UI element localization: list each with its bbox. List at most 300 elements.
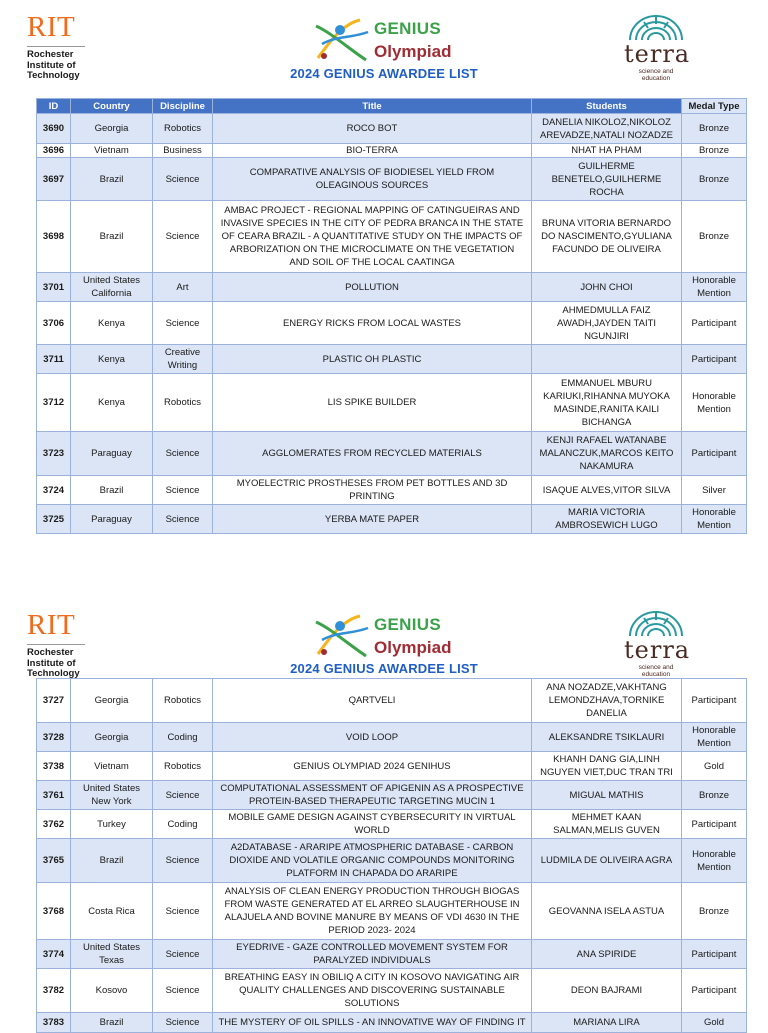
cell-discipline-line: Science — [165, 985, 200, 996]
cell-country-line: Brazil — [99, 173, 124, 185]
cell-medal-line: Mention — [697, 738, 731, 749]
cell-title — [213, 374, 532, 432]
cell-medal — [682, 114, 747, 144]
cell-title-line: POLLUTION — [345, 281, 399, 293]
cell-students — [532, 476, 682, 505]
cell-country — [71, 969, 153, 1013]
table-row — [37, 345, 747, 374]
cell-discipline — [153, 505, 213, 534]
cell-id — [37, 273, 71, 302]
rit-name-line: Rochester — [27, 49, 74, 60]
cell-students-line: DANELIA NIKOLOZ,NIKOLOZ — [542, 116, 671, 128]
cell-discipline-line: Creative — [164, 347, 201, 358]
table-header-row — [37, 99, 747, 114]
table-row — [37, 158, 747, 201]
cell-title — [213, 940, 532, 969]
cell-discipline — [153, 432, 213, 476]
cell-country — [71, 476, 153, 505]
cell-title-line: QARTVELI — [348, 695, 396, 706]
cell-discipline — [153, 114, 213, 144]
cell-title-line: FROM WASTE GENERATED AT EL ARREO SLAUGHTERHOUSE IN — [224, 899, 520, 910]
cell-students-line: MASINDE,RANITA KAILI — [553, 403, 660, 415]
cell-id-line: 3765 — [42, 855, 65, 866]
table-row — [37, 883, 747, 940]
cell-title — [213, 345, 532, 374]
cell-id-line: 3738 — [42, 760, 65, 772]
cell-students-line: MALANCZUK,MARCOS KEITO — [539, 448, 674, 459]
cell-medal-line: Participant — [691, 948, 737, 960]
cell-country-line: Georgia — [94, 123, 129, 134]
table-body — [37, 114, 747, 534]
cell-discipline-line: Science — [165, 1017, 200, 1028]
cell-id — [37, 345, 71, 374]
cell-country — [71, 1013, 153, 1033]
cell-students-line: DEON BAJRAMI — [570, 985, 643, 996]
cell-students-line: ROCHA — [589, 186, 624, 198]
cell-title-line: THE MYSTERY OF OIL SPILLS - AN INNOVATIVE WAY OF FINDING IT — [218, 1017, 526, 1028]
cell-id-line: 3701 — [42, 281, 65, 293]
cell-id-line: 3711 — [43, 353, 64, 365]
cell-country-line: Vietnam — [94, 760, 129, 772]
cell-discipline-line: Science — [165, 317, 200, 329]
cell-title — [213, 752, 532, 781]
genius-swirl-icon — [312, 610, 374, 662]
terra-tagline: science and education — [638, 664, 674, 678]
cell-country — [71, 302, 153, 345]
table-row — [37, 781, 747, 810]
cell-id — [37, 781, 71, 810]
cell-medal — [682, 144, 747, 158]
cell-title-line: EYEDRIVE - GAZE CONTROLLED MOVEMENT SYSTEM FOR — [236, 942, 508, 953]
cell-country — [71, 839, 153, 883]
cell-students — [532, 432, 682, 476]
cell-discipline-line: Coding — [167, 818, 198, 830]
table-row — [37, 114, 747, 144]
cell-discipline — [153, 752, 213, 781]
cell-id-line: 3783 — [42, 1017, 65, 1028]
cell-country — [71, 158, 153, 201]
cell-students — [532, 839, 682, 883]
awardee-table — [36, 678, 747, 1033]
cell-title — [213, 1013, 532, 1033]
cell-title-line: OF CEARA BRAZIL - A QUANTITATIVE STUDY ON THE IMPACTS OF — [221, 231, 523, 242]
cell-country — [71, 781, 153, 810]
cell-students — [532, 158, 682, 201]
terra-maze-icon — [624, 12, 688, 42]
cell-discipline — [153, 1013, 213, 1033]
cell-country — [71, 432, 153, 476]
cell-id — [37, 839, 71, 883]
cell-id-line: 3723 — [42, 448, 65, 459]
cell-id-line: 3696 — [42, 145, 65, 156]
cell-id — [37, 883, 71, 940]
cell-title — [213, 969, 532, 1013]
cell-medal-line: Mention — [697, 403, 731, 415]
cell-discipline — [153, 839, 213, 883]
cell-title-line: YERBA MATE PAPER — [324, 513, 420, 525]
cell-title — [213, 114, 532, 144]
cell-title — [213, 432, 532, 476]
cell-title-line: A2DATABASE - ARARIPE ATMOSPHERIC DATABASE - CARBON — [230, 842, 514, 853]
cell-medal — [682, 1013, 747, 1033]
genius-swirl-icon — [312, 14, 374, 66]
table-row — [37, 810, 747, 839]
cell-students-line: KHANH DANG GIA,LINH — [553, 754, 660, 765]
cell-medal-line: Silver — [702, 484, 726, 496]
cell-medal — [682, 201, 747, 273]
cell-students-line: DANELIA — [586, 708, 627, 719]
cell-medal — [682, 273, 747, 302]
cell-discipline-line: Science — [165, 905, 200, 917]
table-row — [37, 752, 747, 781]
cell-discipline-line: Robotics — [164, 695, 201, 706]
cell-medal — [682, 839, 747, 883]
rit-name-line: Institute of — [27, 59, 76, 71]
cell-students — [532, 723, 682, 752]
column-header-id: ID — [37, 99, 71, 114]
cell-medal-line: Participant — [691, 985, 737, 996]
cell-title — [213, 158, 532, 201]
cell-title — [213, 273, 532, 302]
cell-title-line: VOID LOOP — [345, 731, 399, 743]
table-row — [37, 374, 747, 432]
cell-students — [532, 781, 682, 810]
cell-title-line: COMPUTATIONAL ASSESSMENT OF APIGENIN AS A PROSPECTIVE — [220, 783, 524, 794]
cell-medal-line: Bronze — [698, 145, 730, 156]
cell-medal — [682, 476, 747, 505]
cell-country-line: United States — [82, 275, 141, 286]
cell-medal-line: Bronze — [698, 905, 730, 917]
cell-medal-line: Honorable — [692, 507, 736, 518]
awardee-table — [36, 98, 747, 534]
cell-discipline — [153, 781, 213, 810]
cell-discipline-line: Business — [163, 145, 202, 156]
cell-medal-line: Gold — [703, 760, 725, 772]
cell-medal — [682, 374, 747, 432]
olympiad-word: Olympiad — [374, 638, 452, 657]
cell-discipline — [153, 940, 213, 969]
cell-title-line: BIO-TERRA — [346, 145, 398, 156]
cell-id — [37, 505, 71, 534]
column-header-discipline: Discipline — [153, 99, 213, 114]
cell-title — [213, 505, 532, 534]
cell-country — [71, 144, 153, 158]
cell-medal-line: Honorable — [692, 275, 736, 286]
cell-country-line: Georgia — [94, 731, 129, 743]
cell-students-line: EMMANUEL MBURU — [561, 377, 652, 389]
cell-students-line: KARIUKI,RIHANNA MUYOKA — [543, 390, 670, 402]
cell-students-line: ISAQUE ALVES,VITOR SILVA — [542, 484, 671, 496]
cell-medal — [682, 810, 747, 839]
terra-maze-icon — [624, 608, 688, 638]
cell-students — [532, 302, 682, 345]
cell-country — [71, 752, 153, 781]
table-row — [37, 1013, 747, 1033]
cell-students-line: BENETELO,GUILHERME — [551, 173, 662, 185]
cell-discipline-line: Science — [165, 448, 200, 459]
cell-students-line: AHMEDMULLA FAIZ — [562, 304, 651, 316]
cell-title-line: MYOELECTRIC PROSTHESES FROM PET BOTTLES AND 3D — [236, 478, 508, 489]
cell-medal-line: Mention — [697, 288, 731, 299]
cell-medal-line: Participant — [691, 353, 737, 365]
cell-discipline — [153, 969, 213, 1013]
genius-word: GENIUS — [374, 19, 441, 38]
cell-id — [37, 723, 71, 752]
cell-id-line: 3706 — [42, 317, 65, 329]
cell-medal — [682, 883, 747, 940]
cell-title — [213, 679, 532, 723]
cell-country — [71, 201, 153, 273]
cell-country-line: Georgia — [94, 695, 129, 706]
table-row — [37, 201, 747, 273]
cell-id-line: 3712 — [42, 397, 65, 408]
column-header-students: Students — [532, 99, 682, 114]
cell-students-line: AMBROSEWICH LUGO — [555, 520, 658, 531]
cell-medal — [682, 679, 747, 723]
cell-students-line: BICHANGA — [581, 416, 632, 428]
cell-id — [37, 302, 71, 345]
cell-discipline-line: Coding — [167, 731, 198, 743]
cell-discipline-line: Art — [176, 281, 189, 293]
cell-medal — [682, 302, 747, 345]
cell-country — [71, 883, 153, 940]
page-header — [0, 0, 768, 96]
cell-students-line: SALMAN,MELIS GUVEN — [553, 825, 660, 836]
table-body — [37, 679, 747, 1033]
cell-title-line: LIS SPIKE BUILDER — [327, 397, 417, 408]
rit-name-line: Institute of — [27, 657, 76, 669]
olympiad-word: Olympiad — [374, 42, 452, 61]
terra-tagline: science and education — [638, 68, 674, 82]
cell-country-line: Turkey — [97, 818, 126, 830]
cell-discipline-line: Science — [165, 231, 200, 242]
column-header-medal: Medal Type — [682, 99, 747, 114]
cell-id — [37, 969, 71, 1013]
cell-discipline-line: Robotics — [164, 397, 201, 408]
cell-id — [37, 940, 71, 969]
rit-divider — [27, 46, 85, 47]
cell-title-line: COMPARATIVE ANALYSIS OF BIODIESEL YIELD FROM — [249, 167, 495, 178]
cell-students — [532, 752, 682, 781]
cell-title-line: INVASIVE SPECIES IN THE CITY OF PEDRA BRANCA IN THE STATE — [220, 218, 524, 229]
cell-title-line: WORLD — [354, 825, 390, 836]
cell-medal-line: Bronze — [698, 231, 730, 242]
cell-title-line: SOLUTIONS — [344, 998, 400, 1009]
cell-title — [213, 839, 532, 883]
cell-id — [37, 374, 71, 432]
cell-students — [532, 1013, 682, 1033]
cell-discipline — [153, 679, 213, 723]
cell-country-line: Kenya — [98, 317, 125, 329]
cell-country — [71, 374, 153, 432]
cell-students-line: KENJI RAFAEL WATANABE — [546, 435, 667, 446]
cell-title-line: OLEAGINOUS SOURCES — [315, 180, 429, 191]
table-row — [37, 723, 747, 752]
cell-students-line: ALEKSANDRE TSIKLAURI — [548, 731, 665, 743]
cell-id — [37, 114, 71, 144]
awardee-list-title: 2024 GENIUS AWARDEE LIST — [290, 661, 478, 676]
cell-country-line: Brazil — [99, 484, 124, 496]
cell-id-line: 3762 — [42, 818, 65, 830]
cell-medal — [682, 723, 747, 752]
cell-medal-line: Honorable — [692, 390, 736, 402]
terra-word: terra — [624, 40, 691, 68]
cell-students — [532, 201, 682, 273]
cell-students-line: ANA NOZADZE,VAKHTANG — [546, 682, 667, 693]
cell-discipline — [153, 723, 213, 752]
cell-id — [37, 432, 71, 476]
terra-logo — [624, 608, 691, 678]
rit-divider — [27, 644, 85, 645]
cell-medal — [682, 505, 747, 534]
cell-students-line: ANA SPIRIDE — [576, 948, 637, 960]
cell-students — [532, 940, 682, 969]
cell-students — [532, 144, 682, 158]
cell-country-line: Brazil — [99, 231, 124, 242]
table-row — [37, 273, 747, 302]
cell-discipline-line: Science — [165, 789, 200, 801]
cell-students — [532, 374, 682, 432]
cell-discipline — [153, 374, 213, 432]
cell-medal — [682, 345, 747, 374]
cell-discipline — [153, 810, 213, 839]
cell-title-line: ALAJUELA AND BOVINE MANURE BY MEANS OF VDI 4630 IN THE — [224, 912, 520, 923]
cell-discipline — [153, 302, 213, 345]
cell-medal-line: Honorable — [692, 848, 736, 860]
cell-students-line: NGUNJIRI — [584, 330, 629, 342]
rit-name-line: Technology — [27, 70, 80, 81]
cell-title-line: PROTEIN-BASED THERAPEUTIC TARGETING MUCIN 1 — [249, 796, 495, 807]
column-header-country: Country — [71, 99, 153, 114]
cell-students — [532, 273, 682, 302]
cell-id — [37, 810, 71, 839]
cell-discipline-line: Science — [165, 173, 200, 185]
cell-students — [532, 505, 682, 534]
cell-discipline-line: Science — [165, 513, 200, 525]
cell-title-line: AND SOIL OF THE LOCAL CAATINGA — [289, 257, 455, 268]
cell-country-line: Brazil — [99, 1017, 124, 1028]
cell-country — [71, 810, 153, 839]
cell-country-line: Texas — [99, 955, 124, 966]
cell-id-line: 3761 — [42, 789, 65, 801]
cell-discipline — [153, 883, 213, 940]
cell-medal-line: Mention — [697, 520, 731, 531]
cell-id-line: 3724 — [42, 484, 65, 496]
page-2 — [0, 600, 768, 1028]
terra-word: terra — [624, 636, 691, 664]
cell-title-line: GENIUS OLYMPIAD 2024 GENIHUS — [293, 760, 451, 772]
cell-id — [37, 201, 71, 273]
cell-title-line: PLASTIC OH PLASTIC — [322, 353, 422, 365]
cell-title-line: ENERGY RICKS FROM LOCAL WASTES — [282, 317, 462, 329]
cell-medal-line: Bronze — [698, 789, 730, 801]
cell-country-line: United States — [82, 783, 141, 794]
cell-medal-line: Gold — [703, 1017, 725, 1028]
cell-students-line: NGUYEN VIET,DUC TRAN TRI — [540, 767, 673, 778]
cell-country — [71, 940, 153, 969]
cell-students-line: LUDMILA DE OLIVEIRA AGRA — [540, 855, 673, 866]
cell-medal — [682, 432, 747, 476]
cell-students-line: BRUNA VITORIA BERNARDO — [541, 218, 672, 229]
table-row — [37, 839, 747, 883]
table-row — [37, 679, 747, 723]
cell-students-line: GUILHERME — [578, 160, 635, 172]
cell-country-line: Costa Rica — [88, 905, 135, 917]
cell-discipline-line: Robotics — [164, 760, 201, 772]
rit-name-line: Technology — [27, 668, 80, 679]
cell-country — [71, 679, 153, 723]
cell-title-line: AGGLOMERATES FROM RECYCLED MATERIALS — [262, 448, 482, 459]
cell-discipline — [153, 201, 213, 273]
table-row — [37, 969, 747, 1013]
cell-country-line: Paraguay — [91, 448, 132, 459]
cell-id-line: 3768 — [42, 905, 65, 917]
cell-country-line: Kenya — [98, 353, 125, 365]
awardee-list-title: 2024 GENIUS AWARDEE LIST — [290, 66, 478, 81]
cell-medal-line: Participant — [691, 317, 737, 329]
cell-id-line: 3727 — [42, 695, 65, 706]
cell-medal-line: Honorable — [692, 725, 736, 736]
table-row — [37, 940, 747, 969]
cell-discipline — [153, 273, 213, 302]
table-row — [37, 302, 747, 345]
cell-students-line: FACUNDO DE OLIVEIRA — [552, 244, 661, 255]
cell-students-line: AREVADZE,NATALI NOZADZE — [539, 129, 674, 141]
column-header-title: Title — [213, 99, 532, 114]
cell-discipline-line: Writing — [167, 360, 198, 371]
cell-medal — [682, 940, 747, 969]
genius-olympiad-logo — [312, 14, 492, 74]
cell-title-line: MOBILE GAME DESIGN AGAINST CYBERSECURITY IN VIRTUAL — [228, 812, 516, 823]
cell-discipline-line: Science — [165, 948, 200, 960]
cell-country — [71, 114, 153, 144]
cell-id — [37, 752, 71, 781]
cell-country — [71, 345, 153, 374]
cell-medal-line: Participant — [691, 818, 737, 830]
cell-medal-line: Bronze — [698, 123, 730, 134]
cell-students-line: JOHN CHOI — [580, 281, 633, 293]
cell-students — [532, 883, 682, 940]
cell-id-line: 3697 — [42, 173, 65, 185]
cell-country-line: New York — [91, 796, 132, 807]
cell-students-line: NAKAMURA — [579, 461, 634, 472]
cell-id — [37, 144, 71, 158]
cell-title-line: ARBORIZATION ON THE MICROCLIMATE ON THE VEGETATION — [229, 244, 515, 255]
cell-title — [213, 201, 532, 273]
cell-title-line: ROCO BOT — [346, 123, 398, 134]
cell-discipline — [153, 144, 213, 158]
cell-medal — [682, 158, 747, 201]
cell-medal-line: Participant — [691, 448, 737, 459]
cell-students-line: MIGUAL MATHIS — [569, 789, 644, 801]
cell-country-line: California — [91, 288, 132, 299]
cell-id — [37, 1013, 71, 1033]
cell-students — [532, 810, 682, 839]
cell-country-line: Kosovo — [95, 985, 128, 996]
terra-logo — [624, 12, 691, 82]
rit-name-line: Rochester — [27, 647, 74, 658]
cell-students — [532, 969, 682, 1013]
cell-medal-line: Participant — [691, 695, 737, 706]
cell-id — [37, 476, 71, 505]
cell-title — [213, 810, 532, 839]
cell-id-line: 3690 — [42, 123, 65, 134]
cell-discipline-line: Science — [165, 855, 200, 866]
cell-id-line: 3728 — [42, 731, 65, 743]
cell-students-line: MEHMET KAAN — [571, 812, 642, 823]
cell-students-line: LEMONDZHAVA,TORNIKE — [548, 695, 665, 706]
cell-title-line: PLATFORM IN CHAPADA DO ARARIPE — [286, 868, 458, 879]
